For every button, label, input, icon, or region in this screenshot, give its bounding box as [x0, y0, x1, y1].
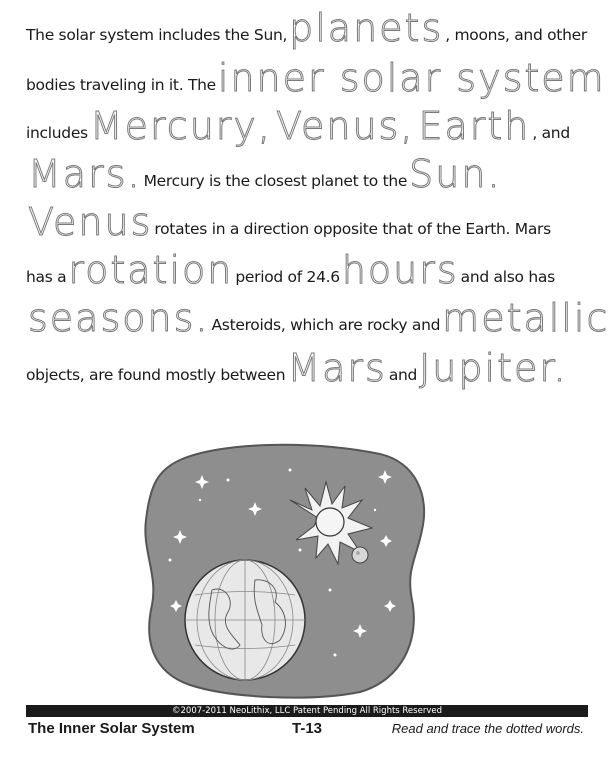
passage-line-3 — [26, 100, 570, 146]
passage-text: , moons, and other — [445, 26, 587, 44]
passage-text: objects, are found mostly between — [26, 366, 286, 384]
passage-line-2 — [26, 52, 608, 98]
copyright-bar: ©2007-2011 NeoLithix, LLC Patent Pending All Rights Reserved — [26, 705, 588, 717]
passage-text: The solar system includes the Sun, — [26, 26, 288, 44]
trace-word-inner-solar-system: inner solar system — [217, 56, 606, 100]
page-number: T-13 — [292, 720, 323, 737]
earth-icon — [185, 560, 305, 680]
instruction-text: Read and trace the dotted words. — [391, 721, 584, 736]
passage-text: and also has — [460, 268, 555, 286]
passage-text: includes — [26, 124, 88, 142]
passage-line-6 — [26, 244, 555, 290]
trace-word-seasons: seasons. — [28, 296, 210, 340]
passage-line-4 — [26, 148, 504, 194]
passage-line-5 — [26, 196, 551, 242]
trace-word-sun: Sun. — [409, 152, 502, 196]
passage-line-7 — [26, 292, 611, 338]
trace-word-hours: hours — [341, 248, 459, 292]
trace-word-planets: planets — [289, 6, 444, 50]
trace-word-rotation: rotation — [68, 248, 234, 292]
passage-text: Asteroids, which are rocky and — [211, 316, 441, 334]
trace-word-venus: Venus, — [275, 104, 415, 148]
trace-word-jupiter: Jupiter. — [419, 346, 568, 390]
passage-line-8 — [26, 342, 570, 388]
moon-icon — [352, 547, 368, 563]
passage-text: bodies traveling in it. The — [26, 76, 216, 94]
trace-word-mars: Mars. — [28, 152, 142, 196]
trace-word-mars-2: Mars — [287, 346, 387, 390]
passage-text: , and — [532, 124, 570, 142]
passage-text: and — [388, 366, 418, 384]
space-illustration — [140, 440, 430, 700]
passage-line-1 — [26, 2, 587, 48]
passage-text: has a — [26, 268, 67, 286]
trace-word-earth: Earth — [418, 104, 531, 148]
trace-word-venus-2: Venus — [28, 200, 153, 244]
worksheet-title: The Inner Solar System — [28, 720, 195, 737]
passage-text: rotates in a direction opposite that of the Earth. Mars — [154, 220, 551, 238]
passage-text: Mercury is the closest planet to the — [143, 172, 408, 190]
passage-text: period of 24.6 — [235, 268, 340, 286]
trace-word-metallic: metallic — [442, 296, 610, 340]
trace-word-mercury: Mercury, — [89, 104, 272, 148]
